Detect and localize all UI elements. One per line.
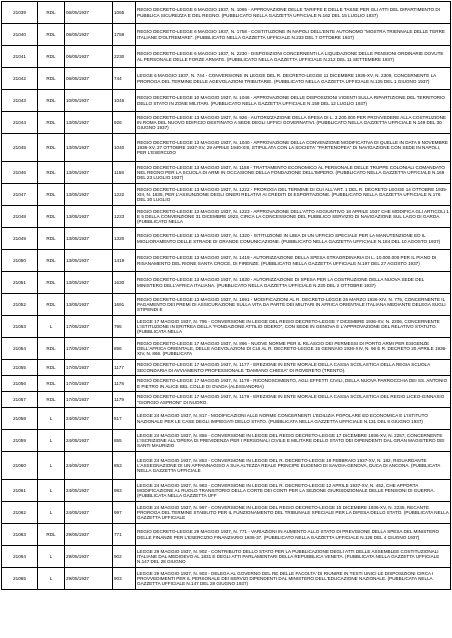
act-date-cell: 13/05/1937 [65,112,113,134]
act-number-cell: 1065 [113,2,136,24]
table-row [2,392,451,408]
table-row [2,206,451,228]
act-description-cell: REGIO DECRETO-LEGGE 17 MAGGIO 1937, N. 1177 - EREZIONE IN ENTE MORALE DELLA CASSA SCOLASTICA DELLA REGIA SCUOLA SECONDARIA DI AVVIAMENTO PROFESSIONALE "DAMIANO CHIESA" DI ROVERETO (TRENTO). [136,360,451,376]
act-type-cell: RDL [38,68,65,90]
record-id-cell: 21046 [2,162,38,184]
table-row [2,272,451,294]
record-id-cell: 21061 [2,480,38,502]
act-number-cell: 1419 [113,250,136,272]
register-table [1,1,451,590]
act-date-cell: 13/05/1937 [65,272,113,294]
act-description-cell: LEGGE 24 MAGGIO 1937, N. 853 - CONVERSIONE IN LEGGE DEL R. DECRETO-LEGGE 18 FEBBRAIO 1937-XV, N. 182, RIGUARDANTE L'ASSEGNAZIONE DI UN APPANNAGGIO A SUA ALTEZZA REALE PRINCIPE EUGENIO DI SAVOIA-GENOVA, DUCA DI ANCONA. (PUBBLICATA NELLA GAZZETTA UFFICIALE [136,452,451,480]
record-id-cell: 21054 [2,338,38,360]
act-description-cell: REGIO DECRETO-LEGGE 13 MAGGIO 1937, N. 1158 - TRATTAMENTO ECONOMICO AL PERSONALE DELLE TRUPPE COLONIALI COMANDATO NEL REGNO PER LA SCUOLA DI ARMI IN OCCASIONE DELLA FONDAZIONE DELL'IMPERO. (PUBBLICATO NELLA GAZZETTA UFFICIALE N.169 DEL 23 LUGLIO 1937) [136,162,451,184]
act-type-cell: RDL [38,338,65,360]
table-row [2,24,451,46]
table-row [2,294,451,316]
act-type-cell: L [38,568,65,590]
act-description-cell: REGIO DECRETO-LEGGE 17 MAGGIO 1937, N. 1179 - EREZIONE IN ENTE MORALE DELLA CASSA SCOLASTICA DEL REGIO LICEO-GINNASIO "GIORGIO ASPRONI" DI NUORO. [136,392,451,408]
act-number-cell: 1158 [113,162,136,184]
act-type-cell: L [38,452,65,480]
act-description-cell: LEGGE 29 MAGGIO 1937, N. 902 - CONTRIBUTO DELLO STATO PER LA PUBBLICAZIONE DEGLI ATTI DELLE ASSEMBLEE COSTITUZIONALI ITALIANE DAL MEDIOEVO AL 1831 E DEGLI ATTI PARLAMENTARI DELLA REPUBBLICA VENETA. (PUBBLICATA NELLA GAZZETTA UFFICIALE N.147 DEL 28 GIUGNO [136,546,451,568]
table-row [2,250,451,272]
act-number-cell: 1630 [113,272,136,294]
act-number-cell: 1177 [113,360,136,376]
act-description-cell: LEGGE 6 MAGGIO 1937, N. 744 - CONVERSIONE IN LEGGE DEL R. DECRETO-LEGGE 11 DICEMBRE 1936-XV, N. 2309, CONCERNENTE LA PROROGA DEL TERMINE DELLE AGEVOLAZIONI TRIBUTARIE. (PUBBLICATO NELLA GAZZETTA UFFICIALE N.125 DEL 1 GIUGNO 1937) [136,68,451,90]
record-id-cell: 21057 [2,392,38,408]
act-description-cell: REGIO DECRETO-LEGGE 13 MAGGIO 1937, N. 926 - AUTORIZZAZIONE DELLA SPESA DI L. 3.200.000 PER PROVVEDERE ALLA COSTRUZIONE IN ROMA DEL NUOVO EDIFICIO DESTINATO A SEDE DEGLI UFFICI GOVERNATIVI. (PUBBLICATO NELLA GAZZETTA UFFICIALE N.149 DEL 30 GIUGNO 1937) [136,112,451,134]
act-date-cell: 06/05/1937 [65,2,113,24]
record-id-cell: 21051 [2,272,38,294]
act-type-cell: L [38,408,65,430]
record-id-cell: 21044 [2,112,38,134]
act-description-cell: REGIO DECRETO-LEGGE 6 MAGGIO 1937, N. 1065 - APPROVAZIONE DELLE TARIFFE E DELLE TASSE PER GLI ATTI DEL DIPARTIMENTO DI PUBBLICA SICUREZZA E DEL REGNO. (PUBBLICATO NELLA GAZZETTA UFFICIALE N.162 DEL 15 LUGLIO 1937) [136,2,451,24]
act-description-cell: LEGGE 17 MAGGIO 1937, N. 795 - CONVERSIONE IN LEGGE DEL REGIO DECRETO-LEGGE 7 DICEMBRE 1936-XV, N. 2206, CONCERNENTE L'ISTITUZIONE IN ERITREA DELLA "FONDAZIONE ATTILIO ODERO", CON SEDE IN GENOVA E L'APPROVAZIONE DEL RELATIVO STATUTO. (PUBBLICATA NELLA [136,316,451,338]
act-date-cell: 24/05/1937 [65,502,113,524]
act-description-cell: LEGGE 24 MAGGIO 1937, N. 997 - CONVERSIONE IN LEGGE DEL REGIO DECRETO-LEGGE 15 DICEMBRE 1936-XV, N. 2235, RECANTE PROROGA DEL TERMINE STABILITO PER IL FUNZIONAMENTO DEL TRIBUNALE SPECIALE PER LA DIFESA DELLO STATO. (PUBBLICATA NELLA GAZZETTA UFFICIALE [136,502,451,524]
act-date-cell: 10/05/1937 [65,90,113,112]
record-id-cell: 21064 [2,546,38,568]
act-number-cell: 855 [113,430,136,452]
act-number-cell: 1046 [113,90,136,112]
act-date-cell: 06/05/1937 [65,24,113,46]
record-id-cell: 21058 [2,408,38,430]
act-number-cell: 903 [113,568,136,590]
act-date-cell: 29/05/1937 [65,524,113,546]
act-type-cell: RDL [38,162,65,184]
act-date-cell: 13/05/1937 [65,134,113,162]
act-number-cell: 1691 [113,294,136,316]
act-description-cell: REGIO DECRETO-LEGGE 6 MAGGIO 1937, N. 2230 - DISPOSIZIONI CONCERNENTI LA LIQUIDAZIONE DELLE PENSIONI ORDINARIE DOVUTE AL PERSONALE DELLE FORZE ARMATE. (PUBBLICATO NELLA GAZZETTA UFFICIALE N.212 DEL 11 SETTEMBRE 1937) [136,46,451,68]
act-type-cell: RDL [38,376,65,392]
act-date-cell: 13/05/1937 [65,162,113,184]
act-date-cell: 24/05/1937 [65,430,113,452]
act-description-cell: LEGGE 24 MAGGIO 1937, N. 855 - CONVERSIONE IN LEGGE DEL REGIO DECRETO-LEGGE 17 DICEMBRE 1936-XV, N. 2257, CONCERNENTE L'ISCRIZIONE ALL'OPERA DI PREVIDENZA PER I PERSONALI CIVILE E MILITARE DELLO STATO DEI DIPENDENTI DAL GRAN MAGISTERO DEI SANTI MAURIZIO [136,430,451,452]
record-id-cell: 21053 [2,316,38,338]
table-row [2,112,451,134]
act-number-cell: 997 [113,502,136,524]
table-row [2,376,451,392]
record-id-cell: 21043 [2,90,38,112]
table-row [2,68,451,90]
act-number-cell: 817 [113,408,136,430]
act-number-cell: 1179 [113,392,136,408]
act-type-cell: L [38,502,65,524]
record-id-cell: 21063 [2,524,38,546]
record-id-cell: 21041 [2,46,38,68]
act-type-cell: L [38,480,65,502]
act-description-cell: REGIO DECRETO-LEGGE 17 MAGGIO 1937, N. 1178 - RICONOSCIMENTO, AGLI EFFETTI CIVILI, DELLA NUOVA PARROCCHIA DEI SS. ANTONIO E PIETRO IN ALICE BEL COLLE DI OVADA (ALESSANDRIA) [136,376,451,392]
act-number-cell: 744 [113,68,136,90]
act-date-cell: 17/05/1937 [65,338,113,360]
act-type-cell: L [38,430,65,452]
record-id-cell: 21056 [2,376,38,392]
record-id-cell: 21055 [2,360,38,376]
table-row [2,184,451,206]
act-date-cell: 24/05/1937 [65,452,113,480]
act-date-cell: 17/05/1937 [65,316,113,338]
table-row [2,430,451,452]
table-row [2,360,451,376]
act-number-cell: 771 [113,524,136,546]
record-id-cell: 21050 [2,250,38,272]
table-row [2,480,451,502]
act-description-cell: REGIO DECRETO-LEGGE 13 MAGGIO 1937, N. 1320 - ISTITUZIONE IN LIBIA DI UN UFFICIO SPECIALE PER LA MANUTENZIONE ED IL MIGLIORAMENTO DELLE STRADE DI GRANDE COMUNICAZIONE. (PUBBLICATO NELLA GAZZETTA UFFICIALE N.184 DEL 10 AGOSTO 1937) [136,228,451,250]
record-id-cell: 21048 [2,206,38,228]
act-date-cell: 06/05/1937 [65,46,113,68]
table-row [2,524,451,546]
table-row [2,90,451,112]
act-type-cell: RDL [38,24,65,46]
act-number-cell: 1758 [113,24,136,46]
act-type-cell: RDL [38,272,65,294]
act-description-cell: LEGGE 24 MAGGIO 1937, N. 817 - MODIFICAZIONI ALLE NORME CONCERNENTI L'EDILIZIA POPOLARE ED ECONOMICA E L'ISTITUTO NAZIONALE PER LE CASE DEGLI IMPIEGATI DELLO STATO. (PUBBLICATA NELLA GAZZETTA UFFICIALE N.131 DEL 8 GIUGNO 1937) [136,408,451,430]
act-number-cell: 853 [113,452,136,480]
act-description-cell: REGIO DECRETO-LEGGE 13 MAGGIO 1937, N. 1419 - AUTORIZZAZIONE DELLA SPESA STRAORDINARIA DI L. 10.000.000 PER IL PIANO DI RISANAMENTO DEL RIONE SANTA CROCE, DI FIRENZE. (PUBBLICATO NELLA GAZZETTA UFFICIALE N.197 DEL 27 AGOSTO 1937) [136,250,451,272]
act-description-cell: REGIO DECRETO-LEGGE 13 MAGGIO 1937, N. 1222 - PROROGA DEL TERMINE DI CUI ALL'ART. 1 DEL R. DECRETO-LEGGE 14 OTTOBRE 1935-XIII, N. 1835, PER L'ASSUNZIONE DEGLI ONERI RELATIVI AI CREDITI DI ESPORTAZIONE. (PUBBLICATO NELLA GAZZETTA UFFICIALE N.176 DEL 30 LUGLIO [136,184,451,206]
table-row [2,338,451,360]
act-date-cell: 13/05/1937 [65,206,113,228]
act-date-cell: 13/05/1937 [65,184,113,206]
record-id-cell: 21049 [2,228,38,250]
act-number-cell: 795 [113,316,136,338]
record-id-cell: 21047 [2,184,38,206]
record-id-cell: 21052 [2,294,38,316]
act-description-cell: REGIO DECRETO-LEGGE 17 MAGGIO 1937, N. 896 - NUOVE NORME PER IL RILASCIO DEI PERMESSI DI PORTO ARMI PER ESIGENZE DELL'AFRICA ORIENTALE, DELLE AGEVOLAZIONI DI CUI AL R. DECRETO-LEGGE 15 GENNAIO 1936-XIV, N. 96 E R. DECRETO 20 APRILE 1936-XIV, N. 866. (PUBBLICATA [136,338,451,360]
act-date-cell: 17/05/1937 [65,360,113,376]
act-description-cell: REGIO DECRETO-LEGGE 10 MAGGIO 1937, N. 1046 - APPROVAZIONE DELLE DISPOSIZIONI VIGENTI SULLA RIPARTIZIONE DEL TERRITORIO DELLO STATO IN ZONE MILITARI. (PUBBLICATO NELLA GAZZETTA UFFICIALE N.159 DEL 12 LUGLIO 1937) [136,90,451,112]
act-number-cell: 896 [113,338,136,360]
act-date-cell: 24/05/1937 [65,480,113,502]
table-row [2,162,451,184]
record-id-cell: 21059 [2,430,38,452]
act-description-cell: LEGGE 24 MAGGIO 1937, N. 983 - CONVERSIONE IN LEGGE DEL R. DECRETO-LEGGE 12 APRILE 1937-XV, N. 452, CHE APPORTA MODIFICAZIONE AL RUOLO TRANSITORIO DELLA CORTE DEI CONTI PER LA SEZIONE GIURISDIZIONALE DELLE PENSIONI DI GUERRA. (PUBBLICATA NELLA GAZZETTA UFF [136,480,451,502]
act-number-cell: 1223 [113,206,136,228]
act-number-cell: 1222 [113,184,136,206]
act-date-cell: 17/05/1937 [65,376,113,392]
act-description-cell: REGIO DECRETO-LEGGE 13 MAGGIO 1937, N. 1630 - AUTORIZZAZIONE DI SPESA PER LA COSTRUZIONE DELLA NUOVA SEDE DEL MINISTERO DELL'AFRICA ITALIANA. (PUBBLICATO NELLA GAZZETTA UFFICIALE N.230 DEL 2 OTTOBRE 1937) [136,272,451,294]
table-row [2,452,451,480]
act-description-cell: LEGGE 29 MAGGIO 1937, N. 903 - DELEGA AL GOVERNO DEL RE DELLE FACOLTA' DI RIUNIRE IN TESTI UNICI LE DISPOSIZIONI CIRCA I PROVVEDIMENTI PER IL PERSONALE DEI SERVIZI DIPENDENTI DAL MINISTERO DELL'EDUCAZIONE NAZIONALE. (PUBBLICATA NELLA GAZZETTA UFFICIALE N.147 DEL 28 GIUGNO 1937) [136,568,451,590]
act-date-cell: 13/05/1937 [65,228,113,250]
act-type-cell: L [38,316,65,338]
act-description-cell: REGIO DECRETO-LEGGE 13 MAGGIO 1937, N. 1223 - APPROVAZIONE DELL'ATTO AGGIUNTIVO 18 APRILE 1937 CHE MODIFICA GLI ARTICOLI 1 E 5 DELLA CONVENZIONE 31 DICEMBRE 1923, CIRCA LA CONCESSIONE DEL PUBBLICO SERVIZIO DI NAVIGAZIONE SUL LAGO DI GARDA. (PUBBLICATO NELLA [136,206,451,228]
act-number-cell: 1320 [113,228,136,250]
act-date-cell: 13/05/1937 [65,250,113,272]
act-date-cell: 06/05/1937 [65,68,113,90]
act-type-cell: RDL [38,112,65,134]
act-date-cell: 13/05/1937 [65,294,113,316]
act-date-cell: 29/05/1937 [65,546,113,568]
act-description-cell: REGIO DECRETO-LEGGE 13 MAGGIO 1937, N. 1691 - MODIFICAZIONI AL R. DECRETO-LEGGE 26 MARZO 1936-XIV, N. 775, CONCERNENTE IL PAGAMENTO DEI PREMI DI ASSICURAZIONE SULLA VITA DA PARTE DEI MILITARI IN AFRICA ORIENTALE ITALIANA MEDIANTE DELEGA SUGLI STIPENDI E [136,294,451,316]
act-type-cell: RDL [38,184,65,206]
table-row [2,546,451,568]
act-description-cell: REGIO DECRETO-LEGGE 29 MAGGIO 1937, N. 771 - VARIAZIONI IN AUMENTO ALLO STATO DI PREVISIONE DELLA SPESA DEL MINISTERO DELLE FINANZE PER L'ESERCIZIO FINANZIARIO 1936-37. (PUBBLICATO NELLA GAZZETTA UFFICIALE N.128 DEL 4 GIUGNO 1937) [136,524,451,546]
act-number-cell: 983 [113,480,136,502]
record-id-cell: 21040 [2,24,38,46]
act-description-cell: REGIO DECRETO-LEGGE 6 MAGGIO 1937, N. 1758 - COSTITUZIONE IN NAPOLI DELL'ENTE AUTONOMO "MOSTRA TRIENNALE DELLE TERRE ITALIANE D'OLTREMARE". (PUBBLICATO NELLA GAZZETTA UFFICIALE N.233 DEL 7 OTTOBRE 1937) [136,24,451,46]
act-type-cell: RDL [38,90,65,112]
table-row [2,228,451,250]
act-type-cell: RDL [38,250,65,272]
act-date-cell: 24/05/1937 [65,408,113,430]
act-date-cell: 29/05/1937 [65,568,113,590]
record-id-cell: 21045 [2,134,38,162]
record-id-cell: 21065 [2,568,38,590]
act-number-cell: 902 [113,546,136,568]
act-type-cell: RDL [38,294,65,316]
act-type-cell: RDL [38,46,65,68]
act-type-cell: RDL [38,392,65,408]
act-type-cell: L [38,546,65,568]
record-id-cell: 21062 [2,502,38,524]
table-row [2,408,451,430]
act-type-cell: RDL [38,134,65,162]
record-id-cell: 21042 [2,68,38,90]
table-row [2,2,451,24]
act-description-cell: REGIO DECRETO-LEGGE 13 MAGGIO 1937, N. 1040 - APPROVAZIONE DELLA CONVENZIONE MODIFICATIVA DI QUELLE IN DATA 9 NOVEMBRE 1936-XV, 27 OTTOBRE 1937-XV, 29 APRILE 1940-XIII, STIPULATA CON LA SOCIETA' "PARTENOPEA" DI NAVIGAZIONE CON SEDE IN NAPOLI, PER L'ESERCIZIO [136,134,451,162]
record-id-cell: 21039 [2,2,38,24]
table-row [2,568,451,590]
act-number-cell: 2230 [113,46,136,68]
act-type-cell: RDL [38,206,65,228]
act-type-cell: RDL [38,524,65,546]
table-row [2,134,451,162]
act-type-cell: RDL [38,2,65,24]
act-type-cell: RDL [38,360,65,376]
record-id-cell: 21060 [2,452,38,480]
act-date-cell: 17/05/1937 [65,392,113,408]
act-type-cell: RDL [38,228,65,250]
act-number-cell: 926 [113,112,136,134]
register-rows [2,2,451,590]
act-number-cell: 1178 [113,376,136,392]
table-row [2,316,451,338]
table-row [2,46,451,68]
act-number-cell: 1040 [113,134,136,162]
table-row [2,502,451,524]
